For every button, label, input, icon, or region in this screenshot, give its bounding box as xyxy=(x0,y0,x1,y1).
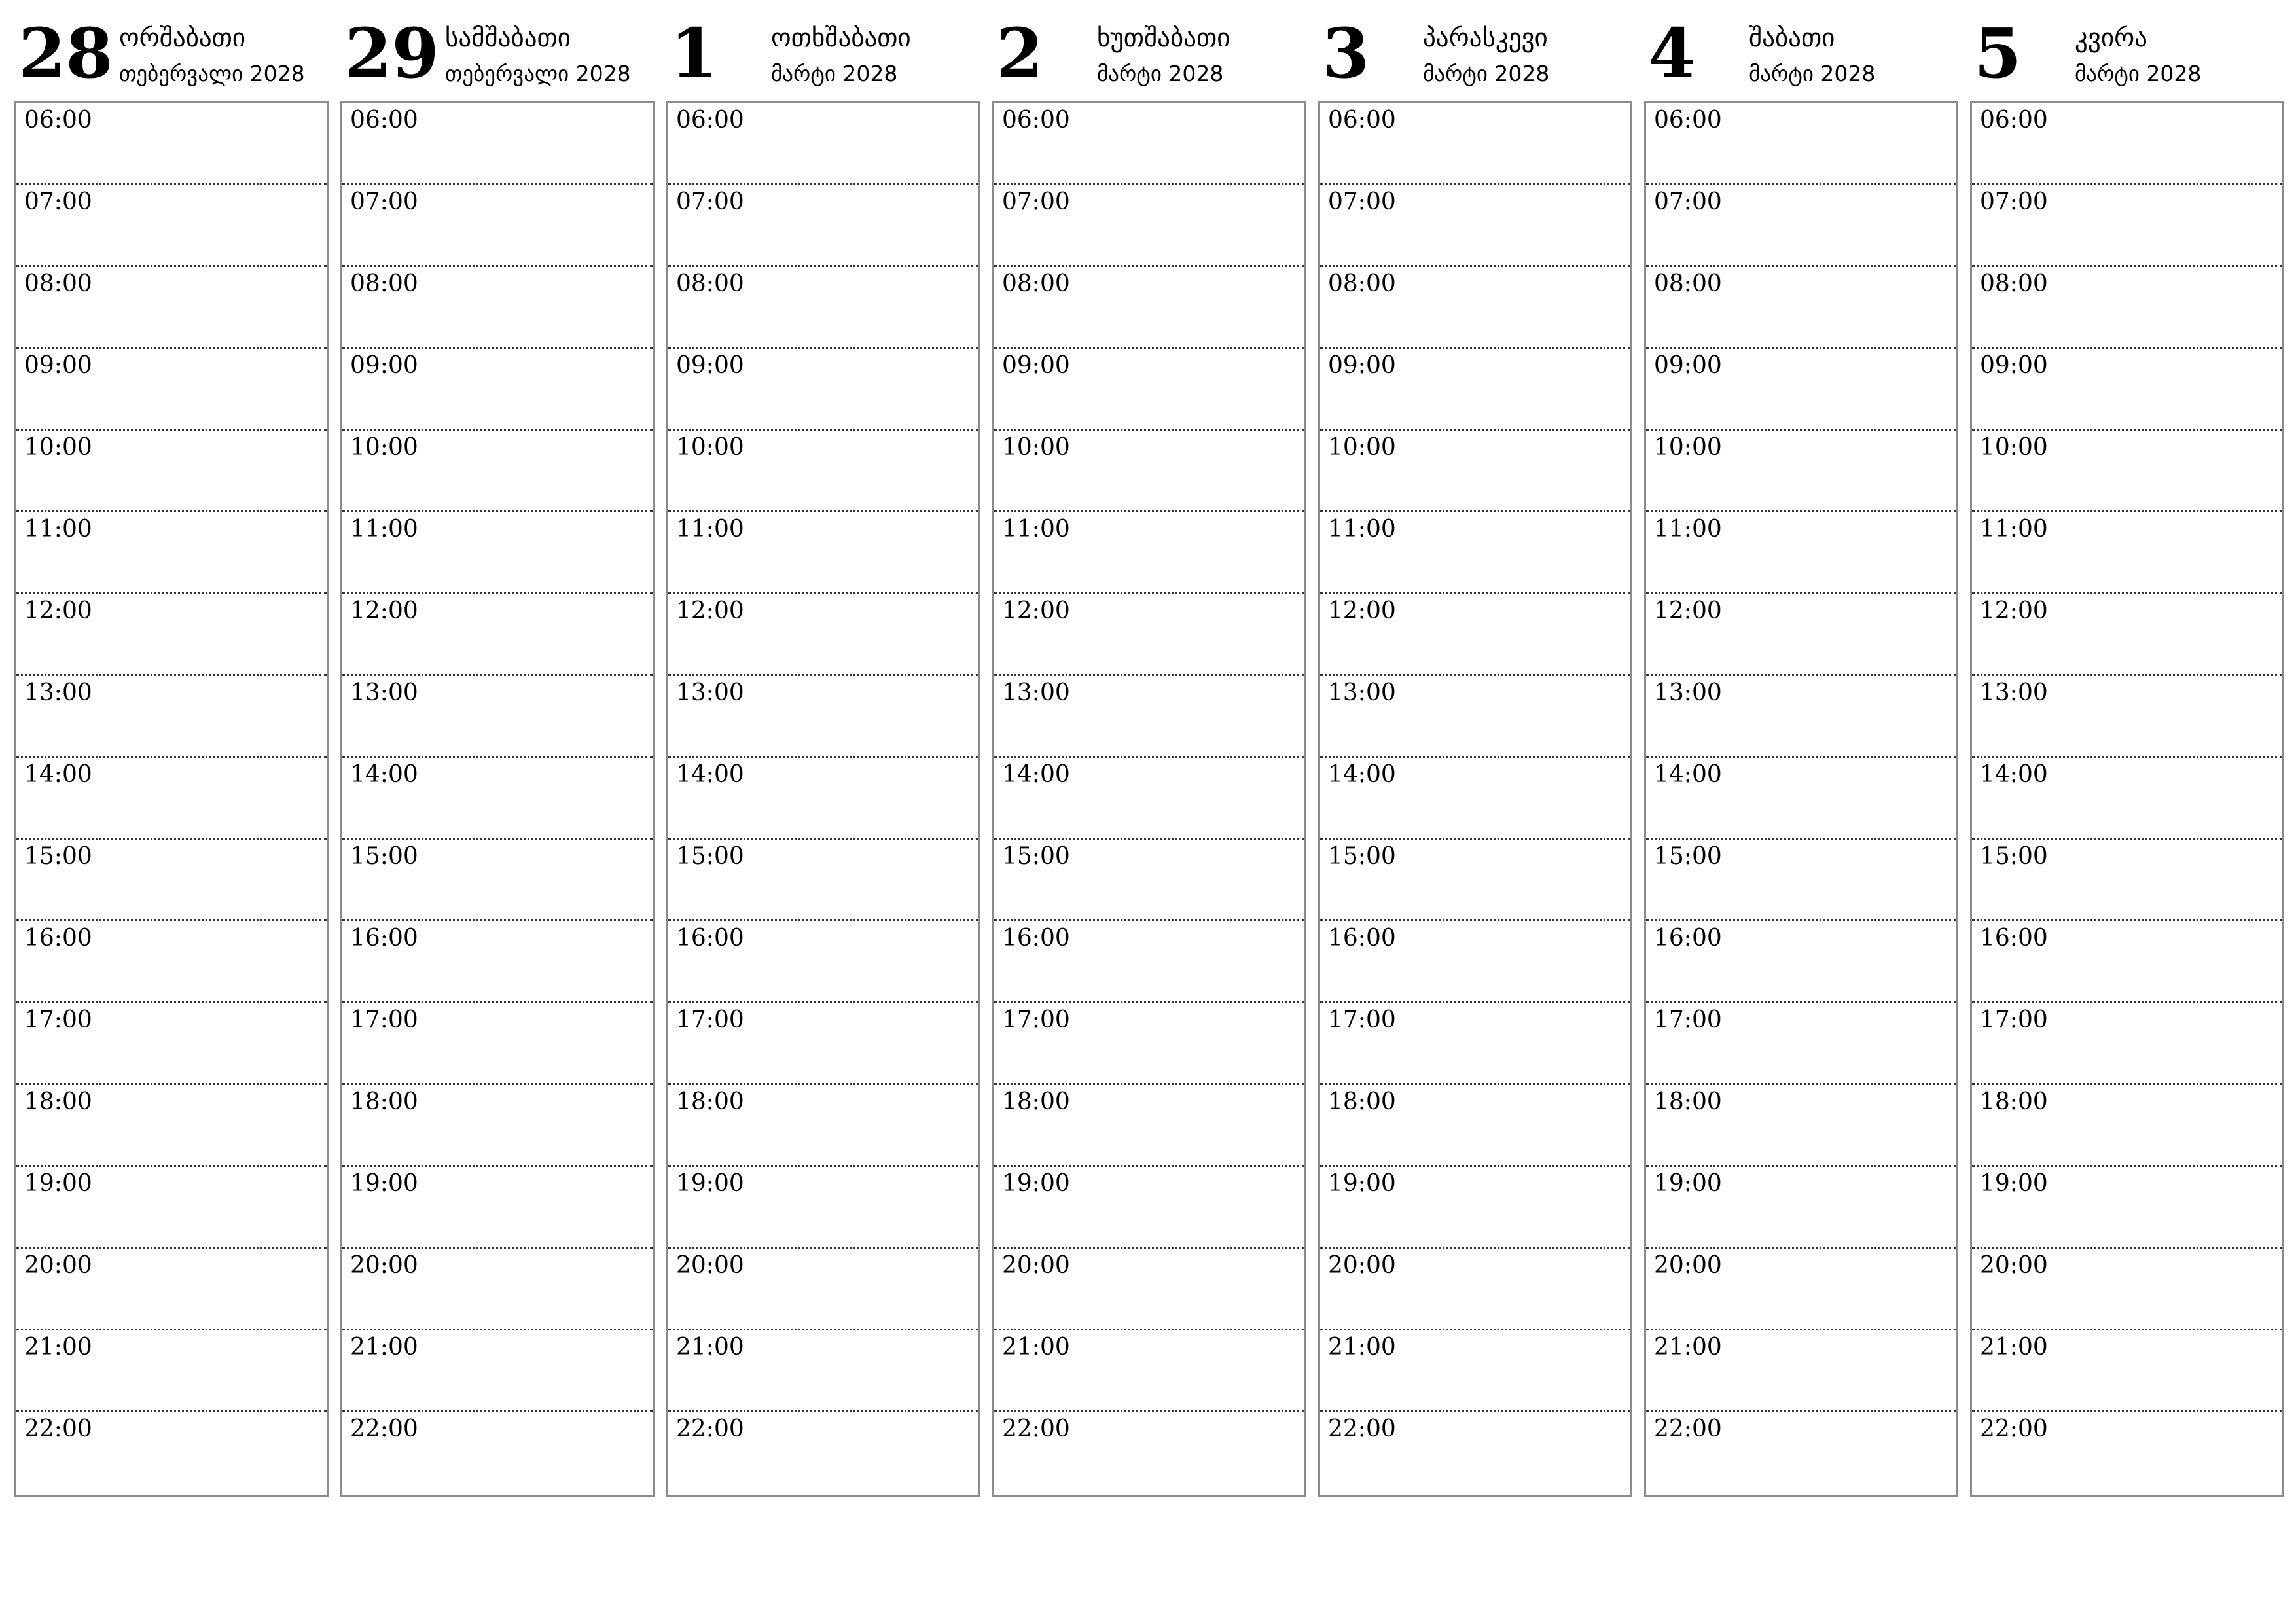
time-label: 18:00 xyxy=(24,1088,92,1115)
time-slot[interactable] xyxy=(668,349,978,431)
time-slot[interactable] xyxy=(1972,758,2282,840)
time-slot[interactable] xyxy=(1972,921,2282,1003)
time-label: 15:00 xyxy=(1654,843,1722,870)
time-label: 08:00 xyxy=(1654,270,1722,297)
hour-grid xyxy=(1318,101,1632,1497)
time-slot[interactable] xyxy=(994,1330,1304,1412)
time-label: 06:00 xyxy=(1980,107,2048,134)
time-label: 13:00 xyxy=(1980,679,2048,706)
time-label: 13:00 xyxy=(1328,679,1396,706)
time-slot[interactable] xyxy=(16,1167,327,1249)
time-label: 07:00 xyxy=(24,188,92,215)
hour-grid xyxy=(340,101,655,1497)
day-column-3 xyxy=(992,0,1305,1505)
day-header xyxy=(1970,0,2283,98)
time-slot[interactable] xyxy=(16,185,327,267)
time-label: 19:00 xyxy=(24,1170,92,1197)
time-slot[interactable] xyxy=(1646,1167,1956,1249)
time-label: 13:00 xyxy=(676,679,744,706)
day-column-6 xyxy=(1970,0,2283,1505)
time-label: 09:00 xyxy=(24,352,92,379)
time-label: 13:00 xyxy=(1002,679,1070,706)
day-header xyxy=(992,0,1305,98)
time-slot[interactable] xyxy=(16,1085,327,1167)
time-label: 07:00 xyxy=(350,188,418,215)
time-slot[interactable] xyxy=(342,103,653,185)
time-label: 19:00 xyxy=(1002,1170,1070,1197)
time-label: 11:00 xyxy=(1654,516,1722,543)
time-slot[interactable] xyxy=(1646,594,1956,676)
time-label: 20:00 xyxy=(1002,1252,1070,1279)
time-label: 12:00 xyxy=(1328,597,1396,624)
time-label: 11:00 xyxy=(676,516,744,543)
month-year: მარტი 2028 xyxy=(771,61,898,86)
time-label: 11:00 xyxy=(1328,516,1396,543)
time-slot[interactable] xyxy=(994,185,1304,267)
time-label: 20:00 xyxy=(350,1252,418,1279)
time-label: 21:00 xyxy=(1328,1334,1396,1361)
time-slot[interactable] xyxy=(1320,1003,1630,1085)
time-label: 20:00 xyxy=(1654,1252,1722,1279)
day-column-1 xyxy=(340,0,653,1505)
time-slot[interactable] xyxy=(342,1330,653,1412)
time-label: 14:00 xyxy=(1980,761,2048,788)
day-header xyxy=(340,0,653,98)
weekday-name: სამშაბათი xyxy=(445,24,571,53)
time-slot[interactable] xyxy=(1972,349,2282,431)
time-label: 17:00 xyxy=(1980,1007,2048,1033)
time-slot[interactable] xyxy=(1972,1330,2282,1412)
time-slot[interactable] xyxy=(668,431,978,512)
time-slot[interactable] xyxy=(1972,594,2282,676)
time-slot[interactable] xyxy=(994,512,1304,594)
time-slot[interactable] xyxy=(1972,676,2282,758)
time-label: 19:00 xyxy=(350,1170,418,1197)
time-slot[interactable] xyxy=(342,676,653,758)
time-label: 14:00 xyxy=(676,761,744,788)
time-slot[interactable] xyxy=(994,1085,1304,1167)
time-label: 16:00 xyxy=(1328,925,1396,952)
weekly-planner xyxy=(14,0,2292,1505)
time-label: 20:00 xyxy=(24,1252,92,1279)
time-label: 17:00 xyxy=(350,1007,418,1033)
month-year: თებერვალი 2028 xyxy=(119,61,305,86)
time-label: 06:00 xyxy=(24,107,92,134)
time-slot[interactable] xyxy=(668,1330,978,1412)
time-label: 06:00 xyxy=(1328,107,1396,134)
time-label: 18:00 xyxy=(1328,1088,1396,1115)
time-slot[interactable] xyxy=(342,431,653,512)
time-slot[interactable] xyxy=(1972,1003,2282,1085)
time-label: 19:00 xyxy=(1328,1170,1396,1197)
time-slot[interactable] xyxy=(994,840,1304,921)
time-slot[interactable] xyxy=(1646,840,1956,921)
time-label: 12:00 xyxy=(1654,597,1722,624)
time-slot[interactable] xyxy=(994,1003,1304,1085)
time-slot[interactable] xyxy=(342,349,653,431)
time-slot[interactable] xyxy=(342,1412,653,1494)
time-slot[interactable] xyxy=(668,840,978,921)
time-label: 08:00 xyxy=(1328,270,1396,297)
time-label: 17:00 xyxy=(1654,1007,1722,1033)
time-label: 10:00 xyxy=(1002,434,1070,461)
time-slot[interactable] xyxy=(668,267,978,349)
time-label: 12:00 xyxy=(350,597,418,624)
time-label: 08:00 xyxy=(24,270,92,297)
hour-grid xyxy=(1970,101,2284,1497)
time-slot[interactable] xyxy=(1320,185,1630,267)
time-slot[interactable] xyxy=(668,1167,978,1249)
time-slot[interactable] xyxy=(1646,185,1956,267)
day-number: 28 xyxy=(18,13,113,94)
time-label: 07:00 xyxy=(1980,188,2048,215)
time-slot[interactable] xyxy=(1646,676,1956,758)
time-slot[interactable] xyxy=(342,594,653,676)
time-label: 15:00 xyxy=(1328,843,1396,870)
day-number: 5 xyxy=(1974,13,2022,94)
time-slot[interactable] xyxy=(1320,594,1630,676)
time-slot[interactable] xyxy=(1646,921,1956,1003)
time-slot[interactable] xyxy=(342,267,653,349)
time-slot[interactable] xyxy=(668,185,978,267)
time-label: 12:00 xyxy=(1002,597,1070,624)
time-label: 10:00 xyxy=(350,434,418,461)
time-label: 11:00 xyxy=(1002,516,1070,543)
time-label: 10:00 xyxy=(676,434,744,461)
time-slot[interactable] xyxy=(1320,267,1630,349)
day-number: 2 xyxy=(996,13,1044,94)
time-slot[interactable] xyxy=(1972,840,2282,921)
weekday-name: კვირა xyxy=(2075,24,2147,53)
time-label: 16:00 xyxy=(1654,925,1722,952)
time-slot[interactable] xyxy=(1320,1412,1630,1494)
time-slot[interactable] xyxy=(1646,512,1956,594)
time-slot[interactable] xyxy=(668,594,978,676)
time-label: 15:00 xyxy=(1002,843,1070,870)
time-label: 12:00 xyxy=(24,597,92,624)
hour-grid xyxy=(666,101,980,1497)
time-label: 09:00 xyxy=(1980,352,2048,379)
time-slot[interactable] xyxy=(994,1412,1304,1494)
time-label: 15:00 xyxy=(350,843,418,870)
time-label: 22:00 xyxy=(676,1416,744,1442)
day-header xyxy=(666,0,979,98)
day-number: 4 xyxy=(1648,13,1696,94)
hour-grid xyxy=(14,101,329,1497)
time-label: 18:00 xyxy=(1980,1088,2048,1115)
time-slot[interactable] xyxy=(668,512,978,594)
time-slot[interactable] xyxy=(16,1412,327,1494)
time-label: 21:00 xyxy=(1980,1334,2048,1361)
time-slot[interactable] xyxy=(342,1003,653,1085)
time-slot[interactable] xyxy=(668,676,978,758)
time-label: 09:00 xyxy=(676,352,744,379)
time-slot[interactable] xyxy=(342,1167,653,1249)
time-label: 17:00 xyxy=(1002,1007,1070,1033)
time-label: 15:00 xyxy=(676,843,744,870)
time-slot[interactable] xyxy=(16,512,327,594)
time-label: 21:00 xyxy=(24,1334,92,1361)
time-slot[interactable] xyxy=(668,758,978,840)
day-header xyxy=(14,0,327,98)
time-label: 10:00 xyxy=(24,434,92,461)
time-slot[interactable] xyxy=(994,1249,1304,1330)
time-slot[interactable] xyxy=(1972,267,2282,349)
day-column-0 xyxy=(14,0,327,1505)
time-label: 08:00 xyxy=(350,270,418,297)
weekday-name: პარასკევი xyxy=(1423,24,1548,53)
time-slot[interactable] xyxy=(1320,349,1630,431)
time-label: 09:00 xyxy=(1002,352,1070,379)
time-label: 08:00 xyxy=(676,270,744,297)
time-slot[interactable] xyxy=(1646,103,1956,185)
time-slot[interactable] xyxy=(1646,1085,1956,1167)
time-label: 06:00 xyxy=(350,107,418,134)
time-slot[interactable] xyxy=(994,676,1304,758)
time-label: 09:00 xyxy=(1654,352,1722,379)
time-label: 16:00 xyxy=(350,925,418,952)
day-column-2 xyxy=(666,0,979,1505)
time-label: 22:00 xyxy=(1002,1416,1070,1442)
time-slot[interactable] xyxy=(16,594,327,676)
time-slot[interactable] xyxy=(668,1003,978,1085)
time-label: 21:00 xyxy=(676,1334,744,1361)
time-label: 20:00 xyxy=(1980,1252,2048,1279)
time-label: 15:00 xyxy=(1980,843,2048,870)
time-label: 17:00 xyxy=(676,1007,744,1033)
time-slot[interactable] xyxy=(1320,676,1630,758)
time-slot[interactable] xyxy=(994,921,1304,1003)
time-slot[interactable] xyxy=(16,103,327,185)
time-label: 16:00 xyxy=(1002,925,1070,952)
time-slot[interactable] xyxy=(342,1249,653,1330)
time-label: 07:00 xyxy=(1002,188,1070,215)
time-label: 14:00 xyxy=(1654,761,1722,788)
time-slot[interactable] xyxy=(1320,1249,1630,1330)
time-label: 14:00 xyxy=(350,761,418,788)
day-column-4 xyxy=(1318,0,1631,1505)
time-label: 08:00 xyxy=(1980,270,2048,297)
time-slot[interactable] xyxy=(1972,1249,2282,1330)
time-slot[interactable] xyxy=(16,1003,327,1085)
day-number: 1 xyxy=(670,13,718,94)
time-slot[interactable] xyxy=(1320,758,1630,840)
time-slot[interactable] xyxy=(1320,103,1630,185)
time-slot[interactable] xyxy=(994,431,1304,512)
time-label: 16:00 xyxy=(676,925,744,952)
time-slot[interactable] xyxy=(342,1085,653,1167)
time-label: 17:00 xyxy=(24,1007,92,1033)
time-label: 11:00 xyxy=(1980,516,2048,543)
time-label: 18:00 xyxy=(676,1088,744,1115)
time-label: 17:00 xyxy=(1328,1007,1396,1033)
time-label: 21:00 xyxy=(1002,1334,1070,1361)
time-label: 22:00 xyxy=(350,1416,418,1442)
time-slot[interactable] xyxy=(16,431,327,512)
time-slot[interactable] xyxy=(1320,921,1630,1003)
time-slot[interactable] xyxy=(16,267,327,349)
time-label: 06:00 xyxy=(676,107,744,134)
time-label: 07:00 xyxy=(1654,188,1722,215)
time-label: 11:00 xyxy=(350,516,418,543)
time-label: 18:00 xyxy=(1654,1088,1722,1115)
time-slot[interactable] xyxy=(668,921,978,1003)
time-slot[interactable] xyxy=(994,1167,1304,1249)
time-slot[interactable] xyxy=(1972,1412,2282,1494)
hour-grid xyxy=(992,101,1306,1497)
month-year: მარტი 2028 xyxy=(1097,61,1224,86)
time-label: 20:00 xyxy=(1328,1252,1396,1279)
time-slot[interactable] xyxy=(342,921,653,1003)
time-slot[interactable] xyxy=(994,267,1304,349)
time-label: 15:00 xyxy=(24,843,92,870)
month-year: მარტი 2028 xyxy=(2075,61,2202,86)
time-slot[interactable] xyxy=(1646,758,1956,840)
time-slot[interactable] xyxy=(16,1330,327,1412)
day-column-5 xyxy=(1644,0,1957,1505)
time-slot[interactable] xyxy=(994,594,1304,676)
time-label: 19:00 xyxy=(1980,1170,2048,1197)
month-year: მარტი 2028 xyxy=(1423,61,1550,86)
time-slot[interactable] xyxy=(1320,1085,1630,1167)
time-slot[interactable] xyxy=(994,103,1304,185)
time-slot[interactable] xyxy=(16,676,327,758)
time-slot[interactable] xyxy=(1972,185,2282,267)
month-year: მარტი 2028 xyxy=(1749,61,1876,86)
time-slot[interactable] xyxy=(1972,1085,2282,1167)
time-label: 11:00 xyxy=(24,516,92,543)
time-label: 18:00 xyxy=(350,1088,418,1115)
time-label: 10:00 xyxy=(1654,434,1722,461)
time-label: 13:00 xyxy=(24,679,92,706)
time-slot[interactable] xyxy=(1646,1330,1956,1412)
time-slot[interactable] xyxy=(1320,1330,1630,1412)
time-label: 14:00 xyxy=(24,761,92,788)
time-slot[interactable] xyxy=(1320,1167,1630,1249)
time-label: 21:00 xyxy=(1654,1334,1722,1361)
time-label: 18:00 xyxy=(1002,1088,1070,1115)
time-slot[interactable] xyxy=(1646,1412,1956,1494)
day-header xyxy=(1644,0,1957,98)
weekday-name: ხუთშაბათი xyxy=(1097,24,1230,53)
time-slot[interactable] xyxy=(1320,840,1630,921)
time-slot[interactable] xyxy=(668,1412,978,1494)
time-slot[interactable] xyxy=(1646,1003,1956,1085)
time-label: 22:00 xyxy=(1980,1416,2048,1442)
time-label: 10:00 xyxy=(1328,434,1396,461)
hour-grid xyxy=(1644,101,1958,1497)
time-slot[interactable] xyxy=(16,840,327,921)
time-label: 07:00 xyxy=(676,188,744,215)
time-slot[interactable] xyxy=(342,185,653,267)
time-slot[interactable] xyxy=(16,349,327,431)
weekday-name: ორშაბათი xyxy=(119,24,246,53)
time-label: 16:00 xyxy=(24,925,92,952)
time-label: 21:00 xyxy=(350,1334,418,1361)
time-label: 10:00 xyxy=(1980,434,2048,461)
time-label: 12:00 xyxy=(676,597,744,624)
time-slot[interactable] xyxy=(1972,512,2282,594)
time-slot[interactable] xyxy=(16,1249,327,1330)
time-slot[interactable] xyxy=(1972,431,2282,512)
time-slot[interactable] xyxy=(668,1249,978,1330)
time-slot[interactable] xyxy=(1320,431,1630,512)
time-label: 22:00 xyxy=(24,1416,92,1442)
weekday-name: შაბათი xyxy=(1749,24,1835,53)
time-label: 09:00 xyxy=(350,352,418,379)
time-slot[interactable] xyxy=(1646,1249,1956,1330)
time-slot[interactable] xyxy=(342,840,653,921)
day-number: 3 xyxy=(1322,13,1370,94)
time-label: 06:00 xyxy=(1654,107,1722,134)
time-label: 09:00 xyxy=(1328,352,1396,379)
time-slot[interactable] xyxy=(668,1085,978,1167)
time-slot[interactable] xyxy=(1972,103,2282,185)
day-header xyxy=(1318,0,1631,98)
time-slot[interactable] xyxy=(16,758,327,840)
weekday-name: ოთხშაბათი xyxy=(771,24,911,53)
time-slot[interactable] xyxy=(16,921,327,1003)
time-slot[interactable] xyxy=(994,349,1304,431)
time-label: 22:00 xyxy=(1654,1416,1722,1442)
time-label: 19:00 xyxy=(1654,1170,1722,1197)
day-number: 29 xyxy=(344,13,439,94)
month-year: თებერვალი 2028 xyxy=(445,61,631,86)
time-slot[interactable] xyxy=(1646,349,1956,431)
time-slot[interactable] xyxy=(668,103,978,185)
time-label: 08:00 xyxy=(1002,270,1070,297)
time-label: 06:00 xyxy=(1002,107,1070,134)
time-label: 13:00 xyxy=(350,679,418,706)
time-slot[interactable] xyxy=(342,758,653,840)
time-slot[interactable] xyxy=(994,758,1304,840)
time-label: 12:00 xyxy=(1980,597,2048,624)
time-slot[interactable] xyxy=(1972,1167,2282,1249)
time-slot[interactable] xyxy=(1646,431,1956,512)
time-slot[interactable] xyxy=(1320,512,1630,594)
time-label: 22:00 xyxy=(1328,1416,1396,1442)
time-label: 14:00 xyxy=(1328,761,1396,788)
time-label: 16:00 xyxy=(1980,925,2048,952)
time-label: 20:00 xyxy=(676,1252,744,1279)
time-label: 19:00 xyxy=(676,1170,744,1197)
time-label: 07:00 xyxy=(1328,188,1396,215)
time-label: 13:00 xyxy=(1654,679,1722,706)
time-label: 14:00 xyxy=(1002,761,1070,788)
time-slot[interactable] xyxy=(1646,267,1956,349)
time-slot[interactable] xyxy=(342,512,653,594)
